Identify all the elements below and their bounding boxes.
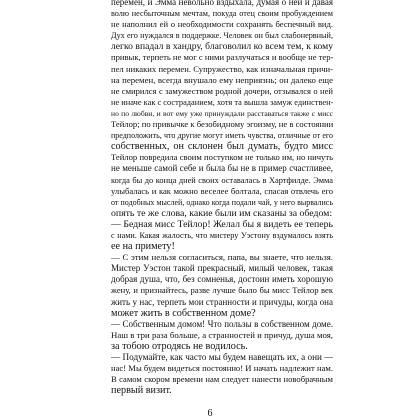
text-line: Дух его нуждался в поддержке. Человек он был слабонервный, [111,31,333,41]
body-text [111,0,333,396]
text-line: Наш в три раза больше, а странностей и причуд, душа моя, [111,329,333,340]
text-line: перемен, и Эмма невольно вздыхала, думая о ней и давая [111,0,333,7]
text-line: ее на примету! [111,241,175,253]
text-line: добрая душа, что, без сомненья, достоин иметь хорошую [111,274,333,285]
text-line: привык, терпеть не мог с ними разлучаться и вообще не тер- [111,52,333,63]
text-line: первый визит. [111,385,172,397]
text-line: жену, и признайтесь, разве лучше было бы мисс Тейлор век [111,285,333,296]
text-line: Тейлор; по привычке к безобидному эгоизму, не в состоянии [111,119,333,130]
text-line: пел никаких перемен. Супружество, как изначальная причи- [111,63,333,74]
text-line: за тобою отродясь не водилось. [111,340,248,352]
text-line: собственных, он склонен был думать, будто мисс [111,141,333,153]
text-line: на перемен, всегда внушало ему неприязнь; он далеко еще [111,74,333,85]
text-line: не иначе как с состраданием, хотя та вышла замуж единствен- [111,97,333,107]
text-line: волю несбыточным мечтам, покуда отец своим пробуждением [111,9,333,19]
text-line: — С этим нельзя согласиться, папа, вы знаете, что нельзя. [111,252,333,263]
text-line: улыбалась и как можно веселее болтала, спасая отвлечь его [111,185,333,196]
text-line: предположить, что другие могут иметь чувства, отличные от его [111,131,333,141]
text-line: может жить в собственном доме? [111,307,256,319]
text-line: В самом скором времени нам следует нанести новобрачным [111,374,333,385]
text-line: Мистер Уэстон такой прекрасный, милый человек, такая [111,263,333,274]
text-line: от подобных мыслей, однако когда подали чай, у него вырвались [111,197,333,207]
text-line: но по любви, и вот ему уже принуждали расставаться также с мисс [111,108,333,118]
text-line: — Бедная мисс Тейлор! Желал бы я видеть ее теперь [111,218,333,230]
text-line: — Собственным домом! Что пользы в собственном доме. [111,318,333,329]
text-line: опять те же слова, какие были им сказаны за обедом: [111,207,333,219]
text-line: не смирился с замужеством родной дочери, отзывался о ней [111,85,333,96]
text-line: с нами. Какая жалость, что мистеру Уэстону вздумалось взять [111,230,333,240]
text-line: — Подумайте, как часто мы будем навещать их, а они — [111,352,333,362]
text-line: Тейлор повредила своим поступком не только им, но ничуть [111,152,333,163]
page-number: 6 [207,408,213,419]
text-line: нас! Мы будем видеться постоянно! И начать надлежит нам. [111,363,333,374]
text-line: легко впадал в хандру, благоволил ко всем тем, к кому [111,41,333,53]
text-line: когда бы до конца дней своих оставалась в Хартфилде. Эмма [111,175,333,185]
text-line: не меньше самой себе и была бы не в пример счастливее, [111,163,333,174]
text-line: не наполнил ей о необходимости сохранять беспечный вид. [111,19,333,30]
text-line: жить у нас, терпеть мои странности и причуды, когда она [111,296,333,307]
